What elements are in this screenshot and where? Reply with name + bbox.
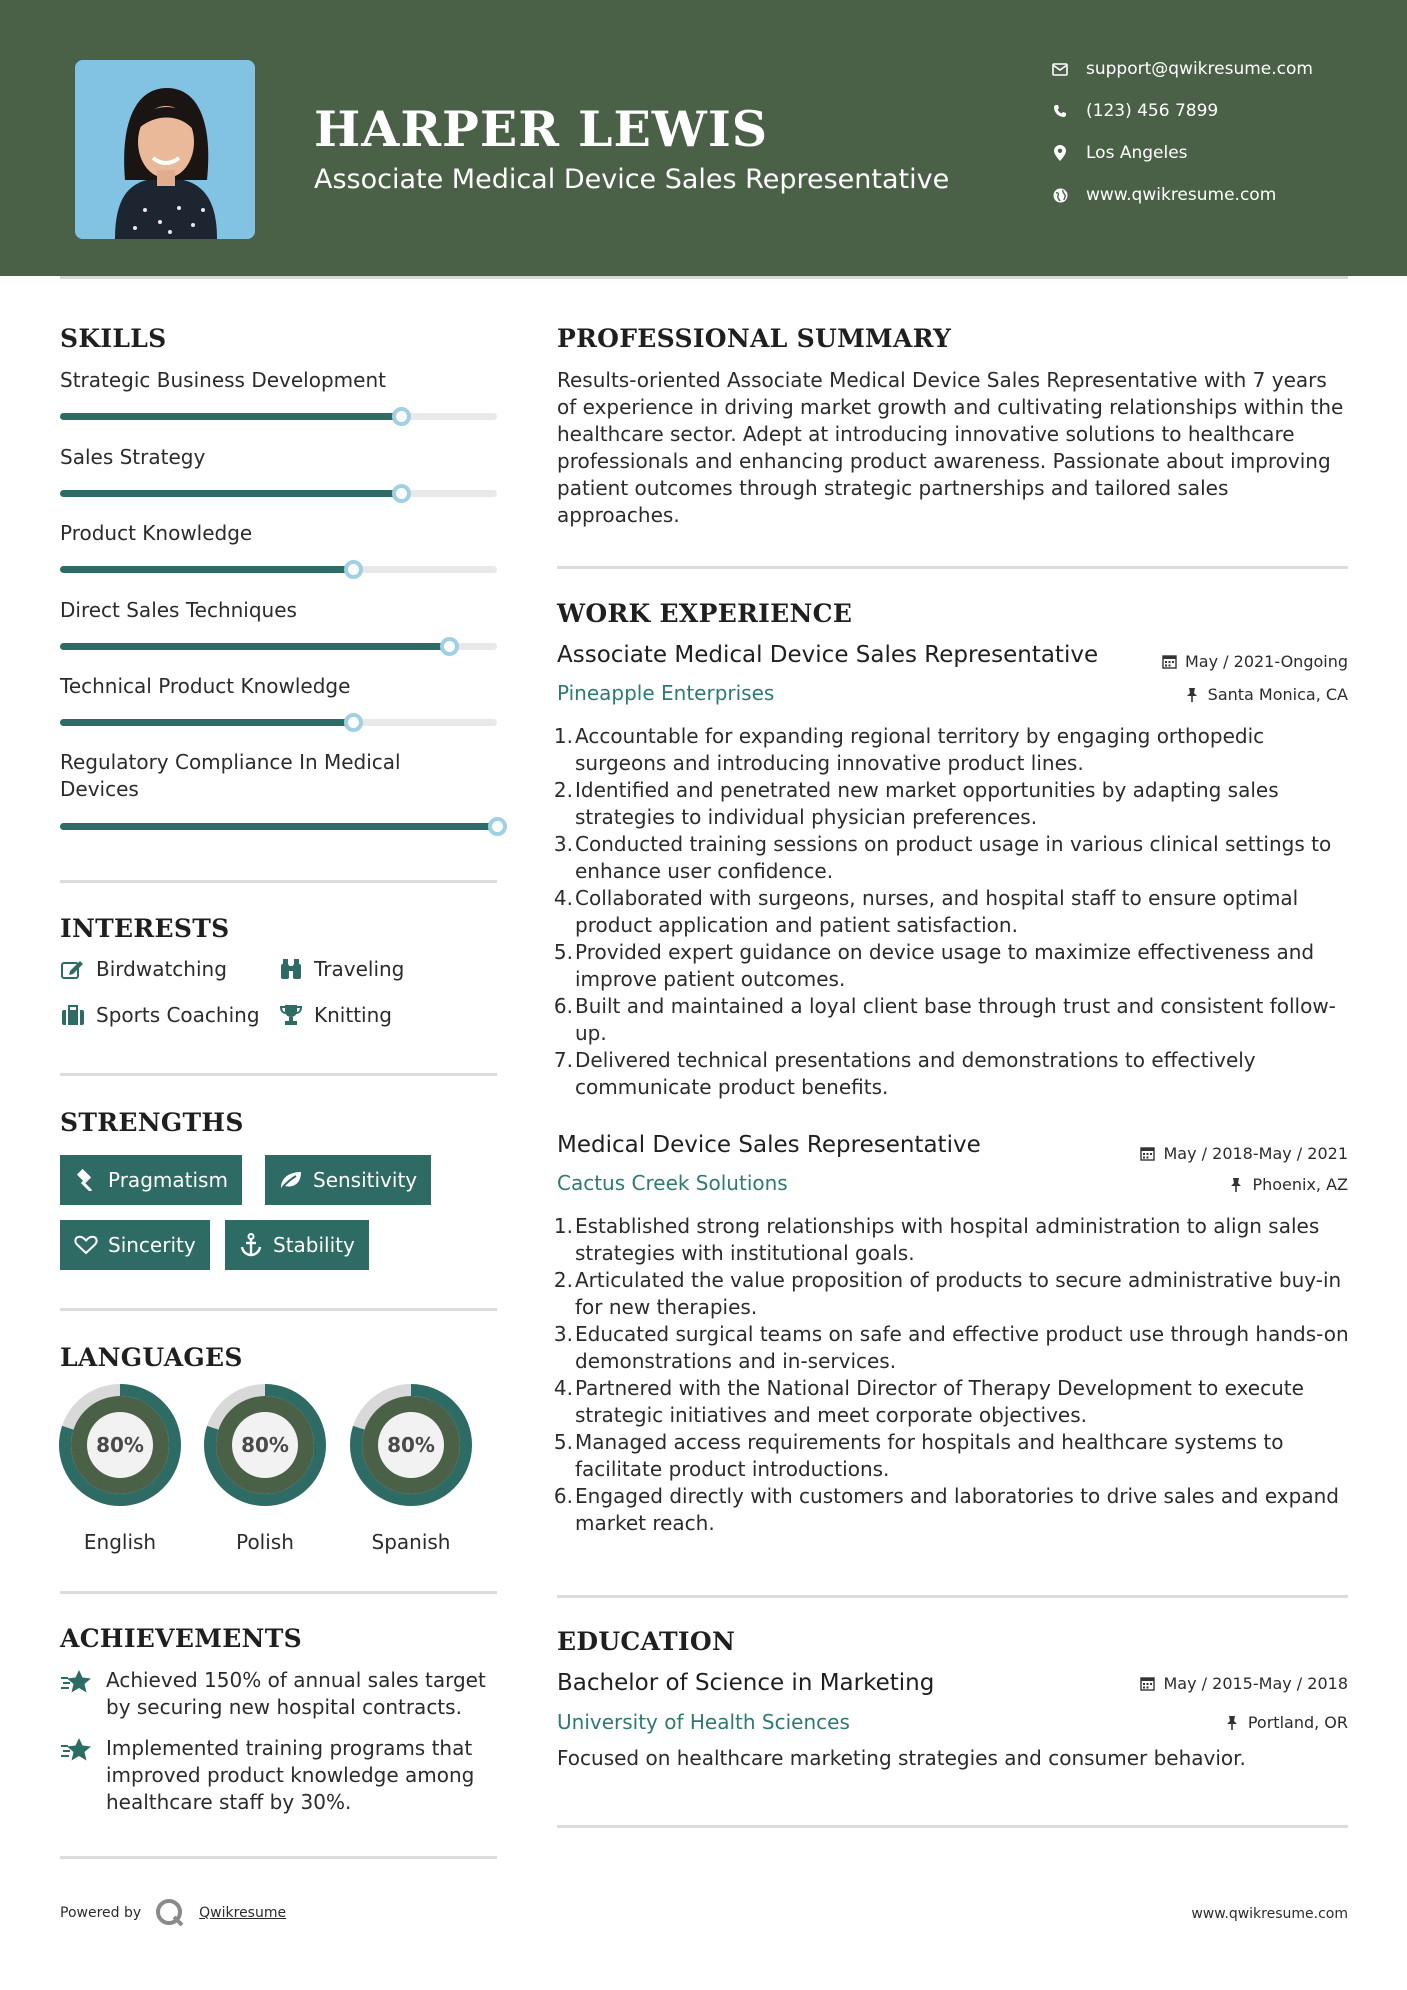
job-dates-text: May / 2018-May / 2021 <box>1163 1144 1348 1163</box>
job-location <box>1184 685 1348 704</box>
skill-bar <box>60 566 497 573</box>
strength-label: Pragmatism <box>108 1168 228 1192</box>
job-location-text: Phoenix, AZ <box>1252 1175 1348 1194</box>
phone-icon <box>1050 101 1070 121</box>
company-name: Cactus Creek Solutions <box>557 1171 788 1195</box>
skill-label: Direct Sales Techniques <box>60 598 297 622</box>
skill-level-knob <box>488 817 507 836</box>
section-divider <box>60 1073 497 1076</box>
education-dates-text: May / 2015-May / 2018 <box>1163 1674 1348 1693</box>
achievement-item <box>60 1735 500 1816</box>
work-experience-heading: WORK EXPERIENCE <box>557 599 853 628</box>
section-divider <box>60 880 497 883</box>
interest-label: Sports Coaching <box>96 1003 260 1027</box>
job-bullet: 4. Partnered with the National Director of Therapy Development to execute strategic initiatives and meet corporate objectives. <box>553 1376 1304 1427</box>
language-item <box>350 1384 472 1554</box>
job-dates <box>1161 652 1348 671</box>
school-name: University of Health Sciences <box>557 1710 850 1734</box>
interest-label: Traveling <box>314 957 405 981</box>
language-name: Spanish <box>371 1530 451 1554</box>
job-bullet: 4. Collaborated with surgeons, nurses, and hospital staff to ensure optimal product application and patient satisfaction. <box>553 886 1299 937</box>
language-percent: 80% <box>387 1433 435 1457</box>
skill-level-knob <box>392 484 411 503</box>
skill-label: Sales Strategy <box>60 445 206 469</box>
education-location <box>1224 1713 1348 1732</box>
job-bullet: 2. Articulated the value proposition of products to secure administrative buy-in for new therapies. <box>553 1268 1342 1319</box>
pushpin-icon <box>1228 1177 1244 1193</box>
language-item <box>204 1384 326 1554</box>
job-bullet: 5. Managed access requirements for hospitals and healthcare systems to facilitate product introductions. <box>553 1430 1284 1481</box>
job-dates <box>1140 1144 1349 1163</box>
job-title: Associate Medical Device Sales Representative <box>557 642 1099 668</box>
contact-website[interactable] <box>1050 185 1276 205</box>
footer-website[interactable]: www.qwikresume.com <box>1191 1906 1348 1922</box>
achievement-text: Implemented training programs that improved product knowledge among healthcare staff by 30%. <box>106 1736 475 1814</box>
degree-title: Bachelor of Science in Marketing <box>557 1670 935 1696</box>
briefcase-icon <box>60 1002 86 1028</box>
qwikresume-logo-icon <box>155 1898 185 1928</box>
contact-email-text: support@qwikresume.com <box>1086 59 1313 79</box>
job-location <box>1228 1175 1348 1194</box>
language-name: English <box>83 1530 157 1554</box>
language-level-ring <box>204 1384 326 1506</box>
footer-powered-by <box>60 1898 286 1928</box>
section-divider <box>557 1825 1348 1828</box>
contact-location <box>1050 143 1188 163</box>
language-percent: 80% <box>241 1433 289 1457</box>
strength-badge <box>225 1220 369 1270</box>
strength-label: Sincerity <box>108 1233 196 1257</box>
skill-label: Regulatory Compliance In Medical Devices <box>60 750 401 801</box>
job-bullet: 6. Built and maintained a loyal client base through trust and consistent follow-up. <box>553 994 1336 1045</box>
strength-badge <box>60 1155 242 1205</box>
strength-badge <box>265 1155 431 1205</box>
interest-item <box>60 956 227 982</box>
skill-bar <box>60 823 497 830</box>
achievements-heading: ACHIEVEMENTS <box>60 1624 302 1653</box>
skill-level-knob <box>440 637 459 656</box>
strength-label: Stability <box>273 1233 355 1257</box>
achievement-text: Achieved 150% of annual sales target by securing new hospital contracts. <box>106 1668 486 1719</box>
strengths-heading: STRENGTHS <box>60 1108 244 1137</box>
contact-phone[interactable] <box>1050 101 1218 121</box>
skill-level-knob <box>344 560 363 579</box>
strength-label: Sensitivity <box>313 1168 418 1192</box>
job-title: Medical Device Sales Representative <box>557 1132 981 1158</box>
candidate-role: Associate Medical Device Sales Representative <box>314 164 950 195</box>
section-divider <box>60 1856 497 1859</box>
interest-item <box>278 1002 392 1028</box>
job-bullet: 1. Established strong relationships with hospital administration to align sales strategies with institutional goals. <box>553 1214 1320 1265</box>
job-bullet: 7. Delivered technical presentations and demonstrations to effectively communicate product benefits. <box>553 1048 1256 1099</box>
job-bullet: 3. Conducted training sessions on product usage in various clinical settings to enhance user confidence. <box>553 832 1332 883</box>
achievement-item <box>60 1667 500 1721</box>
skill-level-knob <box>392 407 411 426</box>
skill-bar <box>60 643 497 650</box>
envelope-icon <box>1050 59 1070 79</box>
education-description: Focused on healthcare marketing strategies and consumer behavior. <box>557 1746 1246 1770</box>
interest-item <box>60 1002 260 1028</box>
contact-phone-text: (123) 456 7899 <box>1086 101 1219 121</box>
job-bullet: 1. Accountable for expanding regional territory by engaging orthopedic surgeons and introducing innovative product lines. <box>553 724 1265 775</box>
map-marker-icon <box>1050 143 1070 163</box>
header-divider <box>60 276 1348 279</box>
resume-header <box>0 0 1407 276</box>
candidate-name: HARPER LEWIS <box>314 100 769 158</box>
binoculars-icon <box>278 956 304 982</box>
section-divider <box>60 1308 497 1311</box>
calendar-icon <box>1161 654 1177 670</box>
company-name: Pineapple Enterprises <box>557 681 775 705</box>
calendar-icon <box>1140 1146 1156 1162</box>
globe-icon <box>1050 185 1070 205</box>
interest-label: Knitting <box>314 1003 392 1027</box>
job-location-text: Santa Monica, CA <box>1207 685 1348 704</box>
pencil-square-icon <box>60 956 86 982</box>
language-item <box>59 1384 181 1554</box>
education-heading: EDUCATION <box>557 1627 736 1656</box>
powered-by-text: Powered by <box>60 1905 142 1921</box>
leaf-icon <box>279 1168 303 1192</box>
skills-heading: SKILLS <box>60 324 167 353</box>
gavel-icon <box>74 1168 98 1192</box>
profile-photo <box>75 60 255 239</box>
job-bullet: 5. Provided expert guidance on device usage to maximize effectiveness and improve patient outcomes. <box>553 940 1315 991</box>
qwikresume-link[interactable]: Qwikresume <box>199 1905 287 1921</box>
job-bullet: 3. Educated surgical teams on safe and effective product use through hands-on demonstrations and in-services. <box>553 1322 1349 1373</box>
skill-bar <box>60 490 497 497</box>
education-dates <box>1140 1674 1349 1693</box>
interest-label: Birdwatching <box>96 957 227 981</box>
pushpin-icon <box>1184 687 1200 703</box>
skill-label: Strategic Business Development <box>60 368 386 392</box>
language-level-ring <box>350 1384 472 1506</box>
star-award-icon <box>60 1735 94 1816</box>
section-divider <box>557 566 1348 569</box>
skill-bar <box>60 413 497 420</box>
section-divider <box>60 1591 497 1594</box>
summary-text: Results-oriented Associate Medical Device Sales Representative with 7 years of experience in driving market growth and cultivating relationships within the healthcare sector. Adept at introducing innovative solutions to healthcare professionals and enhancing product awareness. Passionate about improving patient outcomes through strategic partnerships and tailored sales approaches. <box>557 368 1344 527</box>
job-bullet: 6. Engaged directly with customers and laboratories to drive sales and expand market reach. <box>553 1484 1339 1535</box>
languages-heading: LANGUAGES <box>60 1343 243 1372</box>
job-bullets <box>551 1213 1351 1537</box>
skill-level-knob <box>344 713 363 732</box>
pushpin-icon <box>1224 1715 1240 1731</box>
strength-badge <box>60 1220 210 1270</box>
section-divider <box>557 1595 1348 1598</box>
summary-heading: PROFESSIONAL SUMMARY <box>557 324 952 353</box>
trophy-icon <box>278 1002 304 1028</box>
interest-item <box>278 956 404 982</box>
education-location-text: Portland, OR <box>1247 1713 1348 1732</box>
contact-website-text: www.qwikresume.com <box>1086 185 1277 205</box>
language-name: Polish <box>236 1530 294 1554</box>
skill-label: Product Knowledge <box>60 521 253 545</box>
anchor-icon <box>239 1233 263 1257</box>
language-level-ring <box>59 1384 181 1506</box>
skill-bar <box>60 719 497 726</box>
calendar-icon <box>1140 1676 1156 1692</box>
job-dates-text: May / 2021-Ongoing <box>1185 652 1348 671</box>
contact-email[interactable] <box>1050 59 1313 79</box>
skill-label: Technical Product Knowledge <box>60 674 351 698</box>
interests-heading: INTERESTS <box>60 914 230 943</box>
job-bullet: 2. Identified and penetrated new market opportunities by adapting sales strategies to individual physician preferences. <box>553 778 1279 829</box>
contact-location-text: Los Angeles <box>1086 143 1188 163</box>
job-bullets <box>551 723 1351 1101</box>
heart-icon <box>74 1233 98 1257</box>
star-award-icon <box>60 1667 94 1721</box>
language-percent: 80% <box>96 1433 144 1457</box>
